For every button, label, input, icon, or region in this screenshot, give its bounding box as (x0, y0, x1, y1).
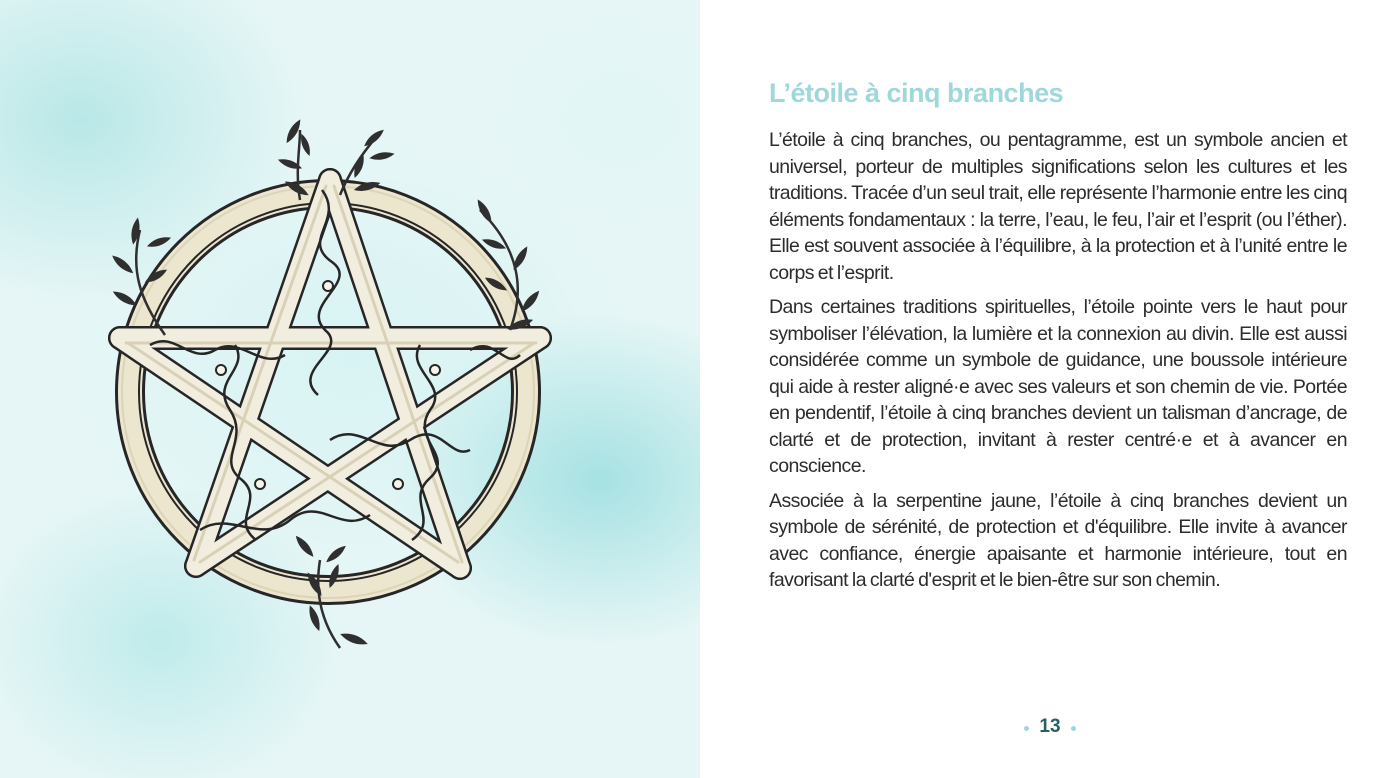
page-title: L’étoile à cinq branches (769, 78, 1064, 108)
paragraph: Associée à la serpentine jaune, l’étoile à cinq branches devient un symbole de sérénité, de protection et d'équilibre. Elle invite à avancer avec confiance, énergie apaisante et harmonie intérieure, tout en favorisant la clarté d'esprit et le bien-être sur son chemin. (769, 489, 1347, 591)
paragraph: Dans certaines traditions spirituelles, l’étoile pointe vers le haut pour symboliser l’élévation, la lumière et la connexion au divin. Elle est aussi considérée comme un symbole de guidance, une boussole intérieure qui aide à rester aligné·e avec ses valeurs et son chemin de vie. Portée en pendentif, l’étoile à cinq branches devient un talisman d’ancrage, de clarté et de protection, invitant à rester centré·e et à avancer en conscience. (769, 296, 1347, 477)
page-number: 13 (1039, 716, 1061, 737)
text-page (700, 0, 1400, 778)
body-text (769, 127, 1347, 602)
paragraph: L’étoile à cinq branches, ou pentagramme, est un symbole ancien et universel, porteur de multiples significations selon les cultures et les traditions. Tracée d’un seul trait, elle représente l’harmonie entre les cinq éléments fondamentaux : la terre, l’eau, le feu, l’air et l’esprit (ou l’éther). Elle est souvent associée à l’équilibre, à la protection et à l’unité entre le corps et l’esprit. (769, 129, 1347, 284)
page-number-dot-right (1071, 726, 1076, 731)
